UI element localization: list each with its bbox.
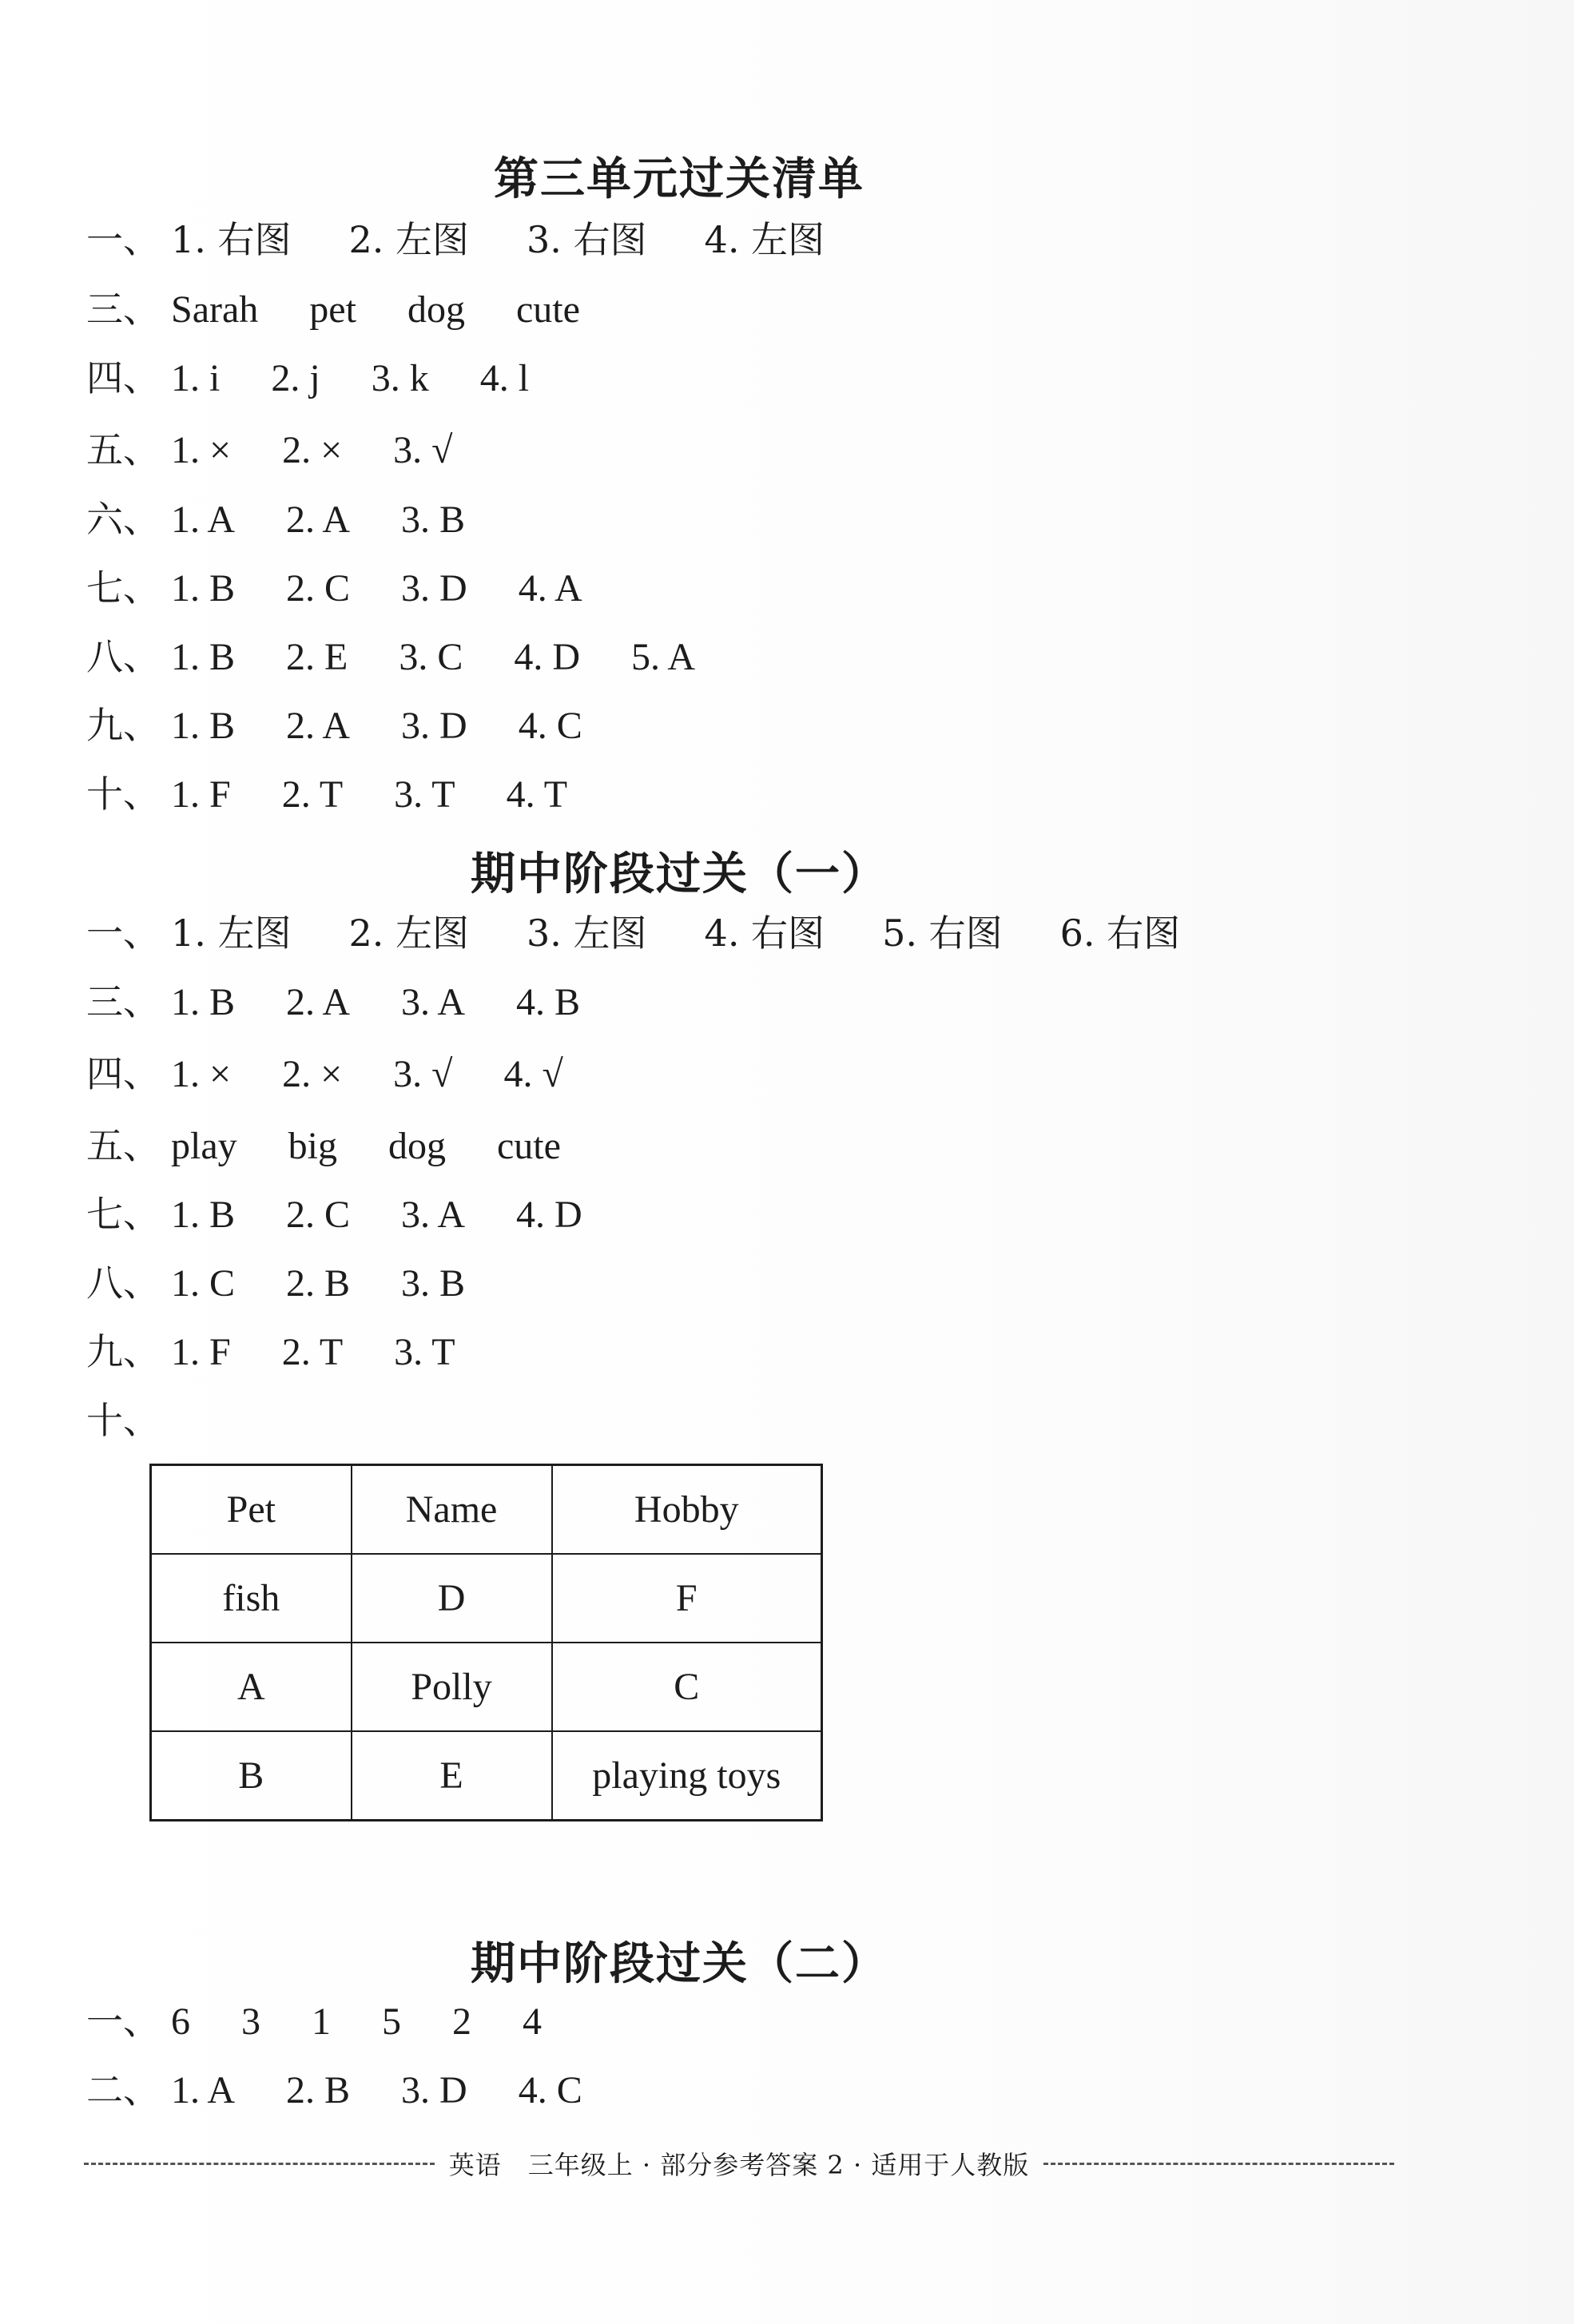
question-number: 十、	[86, 773, 160, 816]
answer-line	[86, 701, 582, 749]
footer-dashed-rule-left	[84, 2163, 435, 2165]
question-number: 一、	[86, 2000, 160, 2043]
table-cell: C	[552, 1643, 822, 1731]
answer-item: 1	[312, 2000, 331, 2043]
answer-item: 2. C	[286, 1194, 351, 1236]
answer-line	[86, 1259, 465, 1307]
answer-line	[86, 216, 825, 264]
answer-item: 2. C	[286, 567, 351, 610]
answer-line	[86, 426, 453, 474]
answer-item: dog	[407, 288, 465, 331]
table-row	[151, 1554, 822, 1643]
answer-item: 6	[171, 2000, 190, 2043]
question-number: 九、	[86, 704, 160, 747]
answer-item: 2. ×	[282, 429, 343, 471]
answer-item: 3. A	[401, 1194, 466, 1236]
answer-item: 5	[382, 2000, 401, 2043]
answer-line	[86, 978, 580, 1026]
answer-item: 2. A	[286, 981, 351, 1023]
answer-item: 2. j	[271, 357, 320, 399]
answer-item: 1. C	[171, 1262, 236, 1305]
answer-line	[86, 1190, 582, 1238]
answer-item: 1. F	[171, 1331, 231, 1373]
table-cell: D	[352, 1554, 552, 1643]
answer-item: 4	[523, 2000, 542, 2043]
question-number: 二、	[86, 2068, 160, 2111]
answer-item: 4. √	[503, 1053, 563, 1095]
answer-item: 1. 右图	[171, 218, 292, 261]
answer-item: 3. √	[393, 429, 453, 471]
answer-item: 1. i	[171, 357, 221, 399]
table-row	[151, 1731, 822, 1821]
answer-item: 1. A	[171, 2069, 236, 2111]
answer-item: 3. T	[394, 1331, 455, 1373]
question-number: 七、	[86, 1193, 160, 1236]
answer-item: 4. 右图	[704, 912, 825, 955]
table-cell: B	[151, 1731, 352, 1821]
answer-item: 2. 左图	[348, 912, 470, 955]
answer-item: 2. B	[286, 1262, 351, 1305]
table-header-row	[151, 1465, 822, 1555]
table-cell: F	[552, 1554, 822, 1643]
table-cell: E	[352, 1731, 552, 1821]
table-cell: playing toys	[552, 1731, 822, 1821]
table-cell: Polly	[352, 1643, 552, 1731]
question-number: 三、	[86, 980, 160, 1023]
answer-item: 3. T	[394, 773, 455, 816]
answer-item: 2. T	[281, 773, 344, 816]
answer-item: 1. B	[171, 636, 236, 678]
answer-item: 3. 右图	[527, 218, 647, 261]
answer-line	[86, 354, 529, 402]
answer-item: 4. C	[518, 2069, 582, 2111]
section-title-unit3: 第三单元过关清单	[494, 153, 865, 205]
question-number: 八、	[86, 1261, 160, 1305]
table-cell: fish	[151, 1554, 352, 1643]
answer-line	[86, 1050, 563, 1098]
answer-item: 1. B	[171, 1194, 236, 1236]
answer-line	[86, 564, 582, 612]
question-number: 一、	[86, 218, 160, 261]
answer-item: 1. B	[171, 705, 236, 747]
answer-line	[86, 770, 567, 818]
answer-line	[86, 2066, 582, 2114]
table-cell: A	[151, 1643, 352, 1731]
answer-item: 1. B	[171, 567, 236, 610]
answer-item: 4. D	[516, 1194, 582, 1236]
answer-item: 4. C	[518, 705, 582, 747]
answer-item: 3. B	[401, 1262, 466, 1305]
table-row	[151, 1643, 822, 1731]
answer-line	[86, 1396, 161, 1444]
question-number: 六、	[86, 498, 160, 541]
question-number: 三、	[86, 288, 160, 331]
answer-line	[86, 495, 465, 543]
question-number: 七、	[86, 566, 160, 610]
answer-item: 4. 左图	[704, 218, 825, 261]
answer-item: 3. D	[401, 705, 467, 747]
answer-line	[86, 1328, 455, 1376]
answer-item: 5. A	[631, 636, 696, 678]
answer-item: 2. ×	[282, 1053, 343, 1095]
answer-item: 2. E	[286, 636, 348, 678]
answer-item: cute	[515, 288, 580, 331]
question-number: 五、	[86, 1124, 160, 1167]
answer-item: 2	[452, 2000, 471, 2043]
answer-item: 2. A	[286, 705, 351, 747]
section-title-midterm-1: 期中阶段过关（一）	[471, 848, 888, 900]
answer-item: big	[288, 1125, 337, 1167]
answer-line	[86, 633, 695, 681]
answer-item: 3. 左图	[527, 912, 647, 955]
answer-item: 3. C	[399, 636, 463, 678]
answer-item: 1. ×	[171, 1053, 232, 1095]
answer-item: 4. A	[518, 567, 582, 610]
answer-item: 2. B	[286, 2069, 351, 2111]
answer-item: 3. √	[393, 1053, 453, 1095]
answer-item: 1. F	[171, 773, 231, 816]
answer-item: play	[171, 1125, 237, 1167]
answer-item: 3. D	[401, 567, 467, 610]
table-header-cell: Name	[352, 1465, 552, 1555]
answer-item: 4. l	[479, 357, 530, 399]
answer-line	[86, 1122, 561, 1170]
question-number: 八、	[86, 635, 160, 678]
answer-item: 2. A	[286, 499, 351, 541]
footer-dashed-rule-right	[1043, 2163, 1394, 2165]
question-number: 五、	[86, 428, 160, 471]
answer-item: dog	[388, 1125, 446, 1167]
answer-item: 4. B	[516, 981, 581, 1023]
answer-item: 1. A	[171, 499, 236, 541]
answer-item: 3. D	[401, 2069, 467, 2111]
answer-item: 3. k	[371, 357, 429, 399]
answer-line	[86, 285, 580, 333]
answer-item: 3. A	[401, 981, 466, 1023]
question-number: 四、	[86, 1052, 160, 1095]
answer-item: 6. 右图	[1059, 912, 1181, 955]
answer-item: 4. T	[506, 773, 568, 816]
question-number: 九、	[86, 1330, 160, 1373]
answer-item: 1. 左图	[171, 912, 292, 955]
page-footer	[84, 2143, 1394, 2183]
answer-line	[86, 909, 1180, 957]
footer-text: 英语 三年级上 · 部分参考答案 2 · 适用于人教版	[448, 2150, 1030, 2180]
section-title-midterm-2: 期中阶段过关（二）	[471, 1937, 888, 1990]
answer-item: 4. D	[514, 636, 581, 678]
question-number: 四、	[86, 356, 160, 399]
question-number: 十、	[86, 1399, 160, 1442]
pet-answer-table	[149, 1464, 823, 1821]
answer-item: 3. B	[401, 499, 466, 541]
table-header-cell: Hobby	[552, 1465, 822, 1555]
answer-item: 2. T	[281, 1331, 344, 1373]
answer-line	[86, 1997, 542, 2045]
table-header-cell: Pet	[151, 1465, 352, 1555]
answer-item: Sarah	[171, 288, 259, 331]
answer-item: 1. ×	[171, 429, 232, 471]
answer-item: 5. 右图	[882, 912, 1003, 955]
question-number: 一、	[86, 912, 160, 955]
answer-item: pet	[309, 288, 356, 331]
answer-item: 2. 左图	[348, 218, 470, 261]
answer-item: cute	[496, 1125, 561, 1167]
answer-item: 1. B	[171, 981, 236, 1023]
answer-item: 3	[241, 2000, 260, 2043]
